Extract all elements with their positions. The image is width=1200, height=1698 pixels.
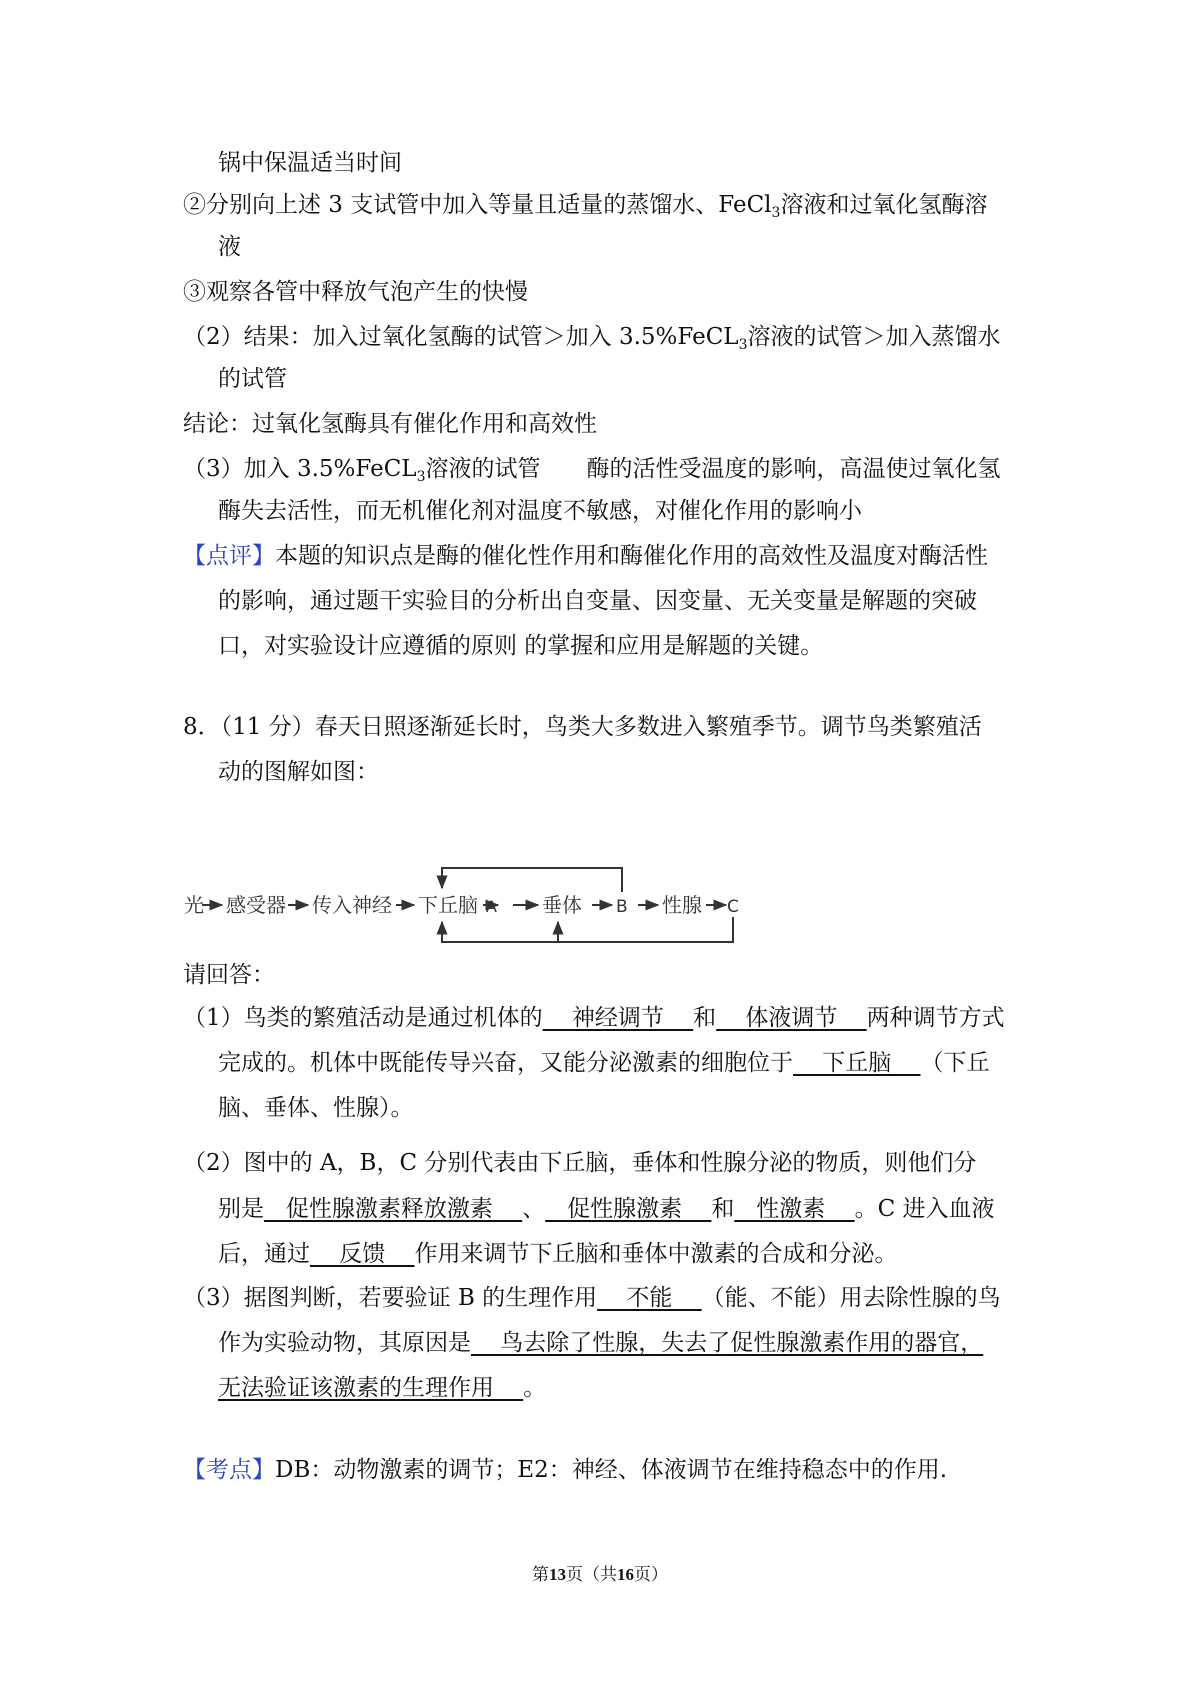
- kaodian-line: [183, 1455, 1028, 1485]
- text-line: [218, 1194, 1063, 1224]
- text-line: [218, 757, 1063, 787]
- answer-1-line: [183, 1003, 1028, 1033]
- diagram-node-c: C: [727, 897, 739, 917]
- diagram-node-light: 光: [184, 893, 204, 917]
- text-line: [218, 1373, 1063, 1403]
- text-line-content: 酶失去活性，而无机催化剂对温度不敏感，对催化作用的影响小: [218, 498, 862, 524]
- answer-3-line: [183, 1283, 1028, 1313]
- page-total: 16: [617, 1565, 634, 1584]
- text-line: [218, 631, 1063, 661]
- part-3-line: [183, 454, 1028, 484]
- diagram-node-a: A: [486, 897, 497, 916]
- text-segment: （能、不能）用去除性腺的鸟: [701, 1285, 1001, 1311]
- text-line: [218, 586, 1063, 616]
- footer-text: 页（共: [566, 1565, 617, 1585]
- answer-blank: 反馈: [310, 1241, 415, 1267]
- text-line: [218, 496, 1063, 526]
- answer-blank: 下丘脑: [793, 1050, 921, 1076]
- subscript: 3: [771, 205, 781, 221]
- text-segment: 溶液和过氧化氢酶溶: [780, 192, 988, 218]
- answer-blank: 性激素: [734, 1196, 855, 1222]
- text-segment: 作为实验动物，其原因是: [218, 1330, 471, 1356]
- answer-blank: 体液调节: [716, 1005, 867, 1031]
- text-segment: 后，通过: [218, 1241, 310, 1267]
- text-line: [218, 148, 1063, 178]
- text-segment: 溶液的试管＞加入蒸馏水: [747, 324, 1001, 350]
- footer-text: 第: [532, 1565, 549, 1585]
- text-line-content: 液: [218, 234, 241, 260]
- text-line-content: ③观察各管中释放气泡产生的快慢: [183, 279, 528, 305]
- text-line: [218, 364, 1063, 394]
- text-line: [218, 1093, 1063, 1123]
- text-line-content: （2）图中的 A，B，C 分别代表由下丘脑，垂体和性腺分泌的物质，则他们分: [183, 1150, 977, 1176]
- text-segment: （3）加入 3.5%FeCL: [183, 456, 417, 482]
- text-line: [218, 1328, 1063, 1358]
- text-segment: 溶液的试管 酶的活性受温度的影响，高温使过氧化氢: [425, 456, 1001, 482]
- text-segment: 、: [522, 1196, 546, 1222]
- text-segment: 。C 进入血液: [854, 1196, 995, 1222]
- answer-blank: 神经调节: [542, 1005, 694, 1031]
- text-segment: ②分别向上述 3 支试管中加入等量且适量的蒸馏水、FeCl: [183, 192, 772, 218]
- text-line-content: 锅中保温适当时间: [218, 150, 402, 176]
- feedback-arrow-c: [442, 917, 733, 942]
- text-line-content: 口，对实验设计应遵循的原则 的掌握和应用是解题的关键。: [218, 633, 824, 659]
- text-segment: 作用来调节下丘脑和垂体中激素的合成和分泌。: [414, 1241, 898, 1267]
- text-line: [218, 1048, 1063, 1078]
- text-line-content: 结论：过氧化氢酶具有催化作用和高效性: [183, 411, 597, 437]
- text-line: [183, 960, 1028, 990]
- diagram-node-pituitary: 垂体: [542, 893, 582, 917]
- diagram-node-gonad: 性腺: [662, 893, 702, 917]
- review-tag: 【点评】: [183, 543, 275, 569]
- text-segment: （下丘: [920, 1050, 990, 1076]
- text-line-content: 的试管: [218, 366, 287, 392]
- review-line: [183, 541, 1028, 571]
- step-2-line: [183, 190, 1028, 220]
- text-segment: 两种调节方式: [866, 1005, 1005, 1031]
- subscript: 3: [416, 469, 426, 485]
- feedback-arrow-b: [442, 868, 622, 892]
- diagram-node-hypothalamus: 下丘脑: [418, 893, 478, 917]
- text-line-content: 动的图解如图：: [218, 759, 379, 785]
- answer-blank: 促性腺激素释放激素: [264, 1196, 523, 1222]
- answer-2-line: [183, 1148, 1028, 1178]
- answer-blank: 促性腺激素: [545, 1196, 712, 1222]
- kaodian-tag: 【考点】: [183, 1457, 275, 1483]
- text-segment: 本题的知识点是酶的催化性作用和酶催化作用的高效性及温度对酶活性: [275, 543, 988, 569]
- text-segment: 和: [711, 1196, 735, 1222]
- text-line: [218, 1239, 1063, 1269]
- question-8-title: [183, 712, 1028, 742]
- answer-blank: 无法验证该激素的生理作用: [218, 1375, 524, 1401]
- page-footer: [0, 1560, 1200, 1585]
- text-segment: （2）结果：加入过氧化氢酶的试管＞加入 3.5%FeCL: [183, 324, 739, 350]
- diagram-node-nerve: 传入神经: [312, 893, 392, 917]
- result-line: [183, 322, 1028, 352]
- step-3-line: [183, 277, 1028, 307]
- answer-blank: 鸟去除了性腺，失去了促性腺激素作用的器官，: [471, 1330, 984, 1356]
- text-segment: 别是: [218, 1196, 264, 1222]
- subscript: 3: [738, 337, 748, 353]
- text-segment: 和: [693, 1005, 717, 1031]
- footer-text: 页）: [634, 1565, 668, 1585]
- text-segment: （3）据图判断，若要验证 B 的生理作用: [183, 1285, 598, 1311]
- diagram-node-b: B: [616, 897, 628, 917]
- text-segment: 完成的。机体中既能传导兴奋，又能分泌激素的细胞位于: [218, 1050, 793, 1076]
- text-segment: DB：动物激素的调节；E2：神经、体液调节在维持稳态中的作用.: [275, 1457, 948, 1483]
- text-segment: （1）鸟类的繁殖活动是通过机体的: [183, 1005, 543, 1031]
- text-segment: 。: [523, 1375, 547, 1401]
- conclusion-line: [183, 409, 1028, 439]
- regulation-diagram: [180, 860, 740, 950]
- text-line-content: 脑、垂体、性腺）。: [218, 1095, 414, 1121]
- answer-blank: 不能: [597, 1285, 702, 1311]
- diagram-node-receptor: 感受器: [226, 893, 286, 917]
- text-line-content: 8．（11 分）春天日照逐渐延长时，鸟类大多数进入繁殖季节。调节鸟类繁殖活: [183, 714, 982, 740]
- page-number: 13: [549, 1565, 566, 1584]
- text-line-content: 请回答：: [183, 962, 275, 988]
- text-line-content: 的影响，通过题干实验目的分析出自变量、因变量、无关变量是解题的突破: [218, 588, 977, 614]
- text-line: [218, 232, 1063, 262]
